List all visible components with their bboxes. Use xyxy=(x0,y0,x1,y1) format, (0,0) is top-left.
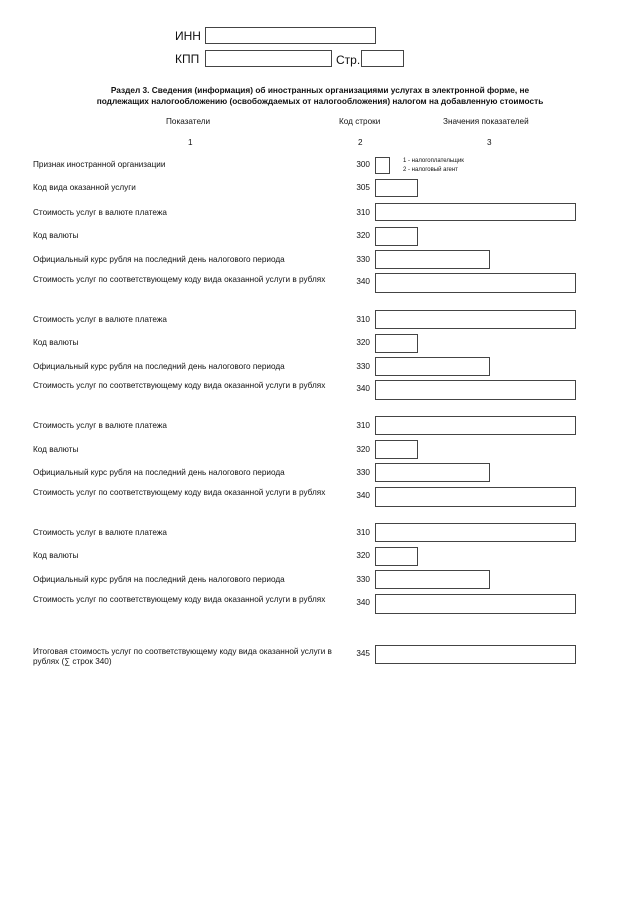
column-header-values: Значения показателей xyxy=(443,117,529,126)
block3-row-320-label: Код валюты xyxy=(33,445,79,454)
block3-row-330-label: Официальный курс рубля на последний день налогового периода xyxy=(33,468,285,477)
block4-row-310-field[interactable] xyxy=(375,523,576,542)
block2-row-340-code: 340 xyxy=(356,384,370,393)
row-305-field[interactable] xyxy=(375,179,418,197)
row-300-code: 300 xyxy=(356,160,370,169)
page-label: Стр. xyxy=(336,53,361,67)
block2-row-310-label: Стоимость услуг в валюте платежа xyxy=(33,315,167,324)
block3-row-310-label: Стоимость услуг в валюте платежа xyxy=(33,421,167,430)
inn-field[interactable] xyxy=(205,27,376,44)
row-305-code: 305 xyxy=(356,183,370,192)
block3-row-320-code: 320 xyxy=(356,445,370,454)
block2-row-330-label: Официальный курс рубля на последний день налогового периода xyxy=(33,362,285,371)
block1-row-330-label: Официальный курс рубля на последний день налогового периода xyxy=(33,255,285,264)
block1-row-320-field[interactable] xyxy=(375,227,418,246)
row-300-label: Признак иностранной организации xyxy=(33,160,166,169)
block3-row-330-code: 330 xyxy=(356,468,370,477)
block2-row-320-code: 320 xyxy=(356,338,370,347)
block1-row-340-label: Стоимость услуг по соответствующему коду вида оказанной услуги в рублях xyxy=(33,275,326,284)
block2-row-310-code: 310 xyxy=(356,315,370,324)
block1-row-340-code: 340 xyxy=(356,277,370,286)
section-title-line2: подлежащих налогообложению (освобождаемых от налогообложения) налогом на добавленную стоимость xyxy=(96,96,544,106)
section-title xyxy=(40,85,600,107)
block4-row-320-code: 320 xyxy=(356,551,370,560)
row-345-label: Итоговая стоимость услуг по соответствующему коду вида оказанной услуги в рублях (∑ строк 340) xyxy=(33,647,332,666)
column-number-3: 3 xyxy=(487,138,492,147)
row-345-code: 345 xyxy=(356,649,370,658)
block3-row-310-field[interactable] xyxy=(375,416,576,435)
section-title-line1: Раздел 3. Сведения (информация) об иностранных организациями услугах в электронной форме, не xyxy=(110,85,530,95)
kpp-field[interactable] xyxy=(205,50,332,67)
block3-row-320-field[interactable] xyxy=(375,440,418,459)
block2-row-310-field[interactable] xyxy=(375,310,576,329)
block1-row-340-field[interactable] xyxy=(375,273,576,293)
block2-row-330-code: 330 xyxy=(356,362,370,371)
block2-row-320-label: Код валюты xyxy=(33,338,79,347)
block4-row-330-field[interactable] xyxy=(375,570,490,589)
block4-row-310-label: Стоимость услуг в валюте платежа xyxy=(33,528,167,537)
inn-label: ИНН xyxy=(175,29,201,43)
block4-row-310-code: 310 xyxy=(356,528,370,537)
block4-row-320-label: Код валюты xyxy=(33,551,79,560)
column-number-1: 1 xyxy=(188,138,193,147)
row-300-field[interactable] xyxy=(375,157,390,174)
block1-row-320-label: Код валюты xyxy=(33,231,79,240)
block1-row-320-code: 320 xyxy=(356,231,370,240)
column-number-2: 2 xyxy=(358,138,363,147)
block2-row-340-label: Стоимость услуг по соответствующему коду вида оказанной услуги в рублях xyxy=(33,381,326,390)
block3-row-340-field[interactable] xyxy=(375,487,576,507)
block2-row-320-field[interactable] xyxy=(375,334,418,353)
block1-row-330-field[interactable] xyxy=(375,250,490,269)
block1-row-310-label: Стоимость услуг в валюте платежа xyxy=(33,208,167,217)
row-345-field[interactable] xyxy=(375,645,576,664)
page-number-field[interactable] xyxy=(361,50,404,67)
block3-row-340-code: 340 xyxy=(356,491,370,500)
block2-row-340-field[interactable] xyxy=(375,380,576,400)
block4-row-320-field[interactable] xyxy=(375,547,418,566)
legend-taxpayer: 1 - налогоплательщик xyxy=(403,158,464,164)
block3-row-340-label: Стоимость услуг по соответствующему коду вида оказанной услуги в рублях xyxy=(33,488,326,497)
block4-row-340-code: 340 xyxy=(356,598,370,607)
block1-row-310-code: 310 xyxy=(356,208,370,217)
block1-row-330-code: 330 xyxy=(356,255,370,264)
column-header-line-code: Код строки xyxy=(339,117,381,126)
kpp-label: КПП xyxy=(175,52,200,66)
block4-row-330-label: Официальный курс рубля на последний день налогового периода xyxy=(33,575,285,584)
block1-row-310-field[interactable] xyxy=(375,203,576,221)
column-header-indicators: Показатели xyxy=(166,117,211,126)
block2-row-330-field[interactable] xyxy=(375,357,490,376)
row-305-label: Код вида оказанной услуги xyxy=(33,183,136,192)
row-300-legend xyxy=(403,157,464,175)
block4-row-340-field[interactable] xyxy=(375,594,576,614)
block3-row-310-code: 310 xyxy=(356,421,370,430)
block3-row-330-field[interactable] xyxy=(375,463,490,482)
block4-row-330-code: 330 xyxy=(356,575,370,584)
block4-row-340-label: Стоимость услуг по соответствующему коду вида оказанной услуги в рублях xyxy=(33,595,326,604)
legend-tax-agent: 2 - налоговый агент xyxy=(403,167,458,173)
